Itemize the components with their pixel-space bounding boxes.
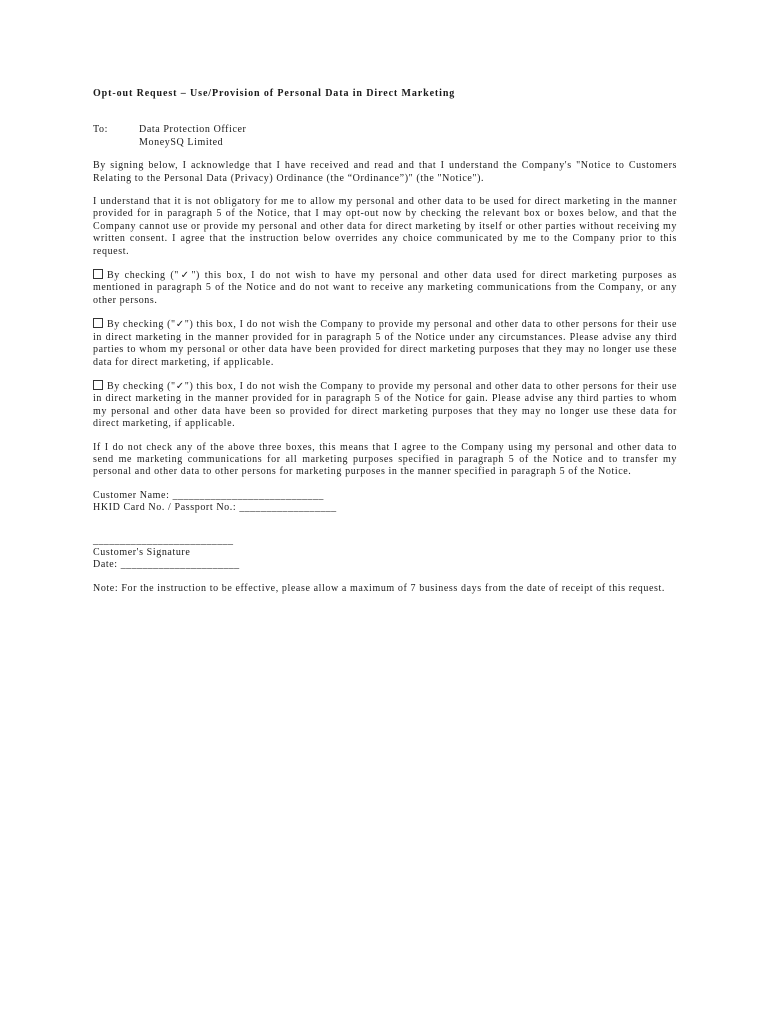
no-selection-paragraph: If I do not check any of the above three boxes, this means that I agree to the Company using my personal and other data to send me marketing communications for all marketing purposes specified in paragraph 5 of the Notice and to transfer my personal and other data to other persons for marketing purposes in the manner specified in paragraph 5 of the Notice.	[93, 441, 677, 478]
opt-out-option-1-text: By checking ("✓") this box, I do not wish to have my personal and other data used for direct marketing purposes as mentioned in paragraph 5 of the Notice and do not want to receive any marketing communications from the Company, or any other persons.	[93, 270, 677, 306]
id-number-row	[93, 502, 677, 514]
customer-name-label: Customer Name:	[93, 489, 170, 501]
understanding-paragraph: I understand that it is not obligatory for me to allow my personal and other data to be used for direct marketing in the manner provided for in paragraph 5 of the Notice, that I may opt-out now by checking the relevant box or boxes below, and that the Company cannot use or provide my personal and other data for direct marketing by itself or other parties without receiving my written consent. I agree that the instruction below overrides any choice communicated by me to the Company prior to this request.	[93, 196, 677, 257]
acknowledgement-paragraph: By signing below, I acknowledge that I have received and read and that I understand the Company's "Notice to Customers Relating to the Personal Data (Privacy) Ordinance (the “Ordinance”)" (the "Notice").	[93, 160, 677, 184]
opt-out-checkbox-2[interactable]	[93, 318, 103, 328]
date-field[interactable]: ______________________	[120, 559, 240, 571]
opt-out-option-2-text: By checking ("✓") this box, I do not wish the Company to provide my personal and other data to other persons for their use in direct marketing in the manner provided for in paragraph 5 of the Notice under any circumstances. Please advise any third parties to whom my personal or other data have been provided for direct marketing purposes that they may no longer use these data for direct marketing, if applicable.	[93, 319, 677, 368]
opt-out-option-3-text: By checking ("✓") this box, I do not wish the Company to provide my personal and other data to other persons for their use in direct marketing in the manner provided for in paragraph 5 of the Notice for gain. Please advise any third parties to whom my personal and other data have been so provided for direct marketing purposes that they may no longer use these data for direct marketing, if applicable.	[93, 380, 677, 430]
customer-name-row	[93, 490, 677, 502]
opt-out-option-3	[93, 380, 677, 431]
opt-out-option-1	[93, 269, 677, 307]
signature-label: Customer's Signature	[93, 546, 191, 558]
signature-block	[93, 535, 677, 572]
opt-out-option-2	[93, 318, 677, 369]
recipient-lines	[139, 124, 246, 149]
recipient-title: Data Protection Officer	[139, 124, 247, 136]
recipient-company: MoneySQ Limited	[139, 136, 224, 148]
id-number-label: HKID Card No. / Passport No.:	[93, 502, 237, 514]
to-label: To:	[93, 124, 108, 136]
document-title: Opt-out Request – Use/Provision of Personal Data in Direct Marketing	[93, 88, 456, 99]
date-label: Date:	[93, 559, 118, 571]
signature-field[interactable]: __________________________	[93, 534, 234, 546]
customer-name-field[interactable]: ____________________________	[172, 489, 324, 501]
id-number-field[interactable]: __________________	[239, 502, 337, 514]
note-paragraph: Note: For the instruction to be effective, please allow a maximum of 7 business days from the date of receipt of this request.	[93, 582, 665, 594]
date-row	[93, 559, 677, 571]
opt-out-checkbox-1[interactable]	[93, 269, 103, 279]
opt-out-form	[93, 88, 677, 606]
opt-out-checkbox-3[interactable]	[93, 380, 103, 390]
recipient-block	[93, 124, 677, 149]
customer-fields	[93, 490, 677, 515]
